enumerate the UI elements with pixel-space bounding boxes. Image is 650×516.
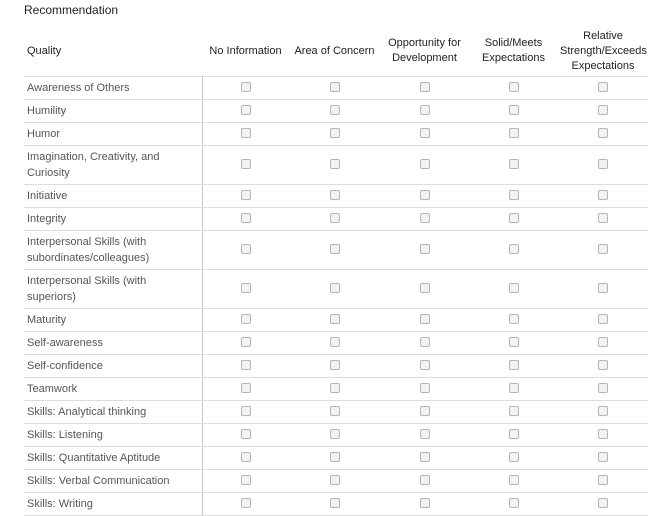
quality-label: Interpersonal Skills (with superiors): [24, 270, 202, 309]
checkbox-area-of-concern[interactable]: [330, 314, 340, 324]
checkbox-solid-meets-expectations[interactable]: [509, 128, 519, 138]
rating-cell: [558, 77, 648, 100]
rating-cell: [289, 424, 380, 447]
table-body: [24, 77, 648, 516]
checkbox-area-of-concern[interactable]: [330, 475, 340, 485]
column-header-quality: Quality: [27, 44, 62, 57]
checkbox-no-information[interactable]: [241, 383, 251, 393]
rating-cell: [558, 447, 648, 470]
rating-cell: [558, 401, 648, 424]
rating-cell: [202, 185, 289, 208]
rating-cell: [202, 146, 289, 185]
rating-cell: [202, 270, 289, 309]
table-row: [24, 378, 648, 401]
checkbox-relative-strength[interactable]: [598, 452, 608, 462]
column-header-relative-strength: Relative Strength/Exceeds Expectations: [560, 29, 647, 72]
rating-cell: [380, 270, 469, 309]
rating-cell: [380, 332, 469, 355]
checkbox-opportunity-for-development[interactable]: [420, 190, 430, 200]
rating-cell: [289, 208, 380, 231]
quality-label: Humor: [24, 123, 202, 146]
checkbox-area-of-concern[interactable]: [330, 360, 340, 370]
rating-cell: [380, 309, 469, 332]
quality-label: Initiative: [24, 185, 202, 208]
rating-cell: [289, 470, 380, 493]
checkbox-relative-strength[interactable]: [598, 244, 608, 254]
rating-cell: [380, 208, 469, 231]
checkbox-solid-meets-expectations[interactable]: [509, 383, 519, 393]
rating-cell: [380, 447, 469, 470]
rating-cell: [289, 123, 380, 146]
checkbox-no-information[interactable]: [241, 190, 251, 200]
table-row: [24, 309, 648, 332]
rating-cell: [202, 123, 289, 146]
checkbox-solid-meets-expectations[interactable]: [509, 283, 519, 293]
header-row: [24, 26, 648, 77]
table-row: [24, 332, 648, 355]
checkbox-solid-meets-expectations[interactable]: [509, 314, 519, 324]
rating-cell: [469, 123, 558, 146]
checkbox-no-information[interactable]: [241, 159, 251, 169]
rating-cell: [558, 146, 648, 185]
rating-cell: [469, 355, 558, 378]
table-row: [24, 185, 648, 208]
checkbox-opportunity-for-development[interactable]: [420, 213, 430, 223]
rating-cell: [380, 100, 469, 123]
checkbox-opportunity-for-development[interactable]: [420, 475, 430, 485]
rating-cell: [289, 332, 380, 355]
quality-label: Skills: Listening: [24, 424, 202, 447]
table-row: [24, 146, 648, 185]
rating-cell: [469, 231, 558, 270]
rating-cell: [202, 424, 289, 447]
checkbox-relative-strength[interactable]: [598, 475, 608, 485]
rating-cell: [558, 208, 648, 231]
rating-cell: [289, 493, 380, 516]
rating-cell: [558, 185, 648, 208]
rating-cell: [289, 309, 380, 332]
rating-cell: [558, 493, 648, 516]
checkbox-no-information[interactable]: [241, 360, 251, 370]
checkbox-relative-strength[interactable]: [598, 498, 608, 508]
quality-label: Teamwork: [24, 378, 202, 401]
column-header-solid-meets-expectations: Solid/Meets Expectations: [482, 37, 545, 64]
checkbox-solid-meets-expectations[interactable]: [509, 105, 519, 115]
rating-cell: [469, 401, 558, 424]
rating-cell: [202, 208, 289, 231]
rating-cell: [469, 332, 558, 355]
checkbox-solid-meets-expectations[interactable]: [509, 475, 519, 485]
checkbox-area-of-concern[interactable]: [330, 244, 340, 254]
checkbox-no-information[interactable]: [241, 128, 251, 138]
checkbox-opportunity-for-development[interactable]: [420, 337, 430, 347]
checkbox-relative-strength[interactable]: [598, 360, 608, 370]
rating-cell: [202, 77, 289, 100]
rating-cell: [380, 231, 469, 270]
rating-cell: [202, 332, 289, 355]
checkbox-area-of-concern[interactable]: [330, 213, 340, 223]
rating-cell: [202, 355, 289, 378]
table-row: [24, 470, 648, 493]
rating-cell: [469, 185, 558, 208]
table-row: [24, 208, 648, 231]
rating-cell: [289, 77, 380, 100]
rating-cell: [202, 231, 289, 270]
column-header-no-information: No Information: [209, 44, 282, 57]
rating-cell: [558, 332, 648, 355]
checkbox-relative-strength[interactable]: [598, 406, 608, 416]
checkbox-solid-meets-expectations[interactable]: [509, 82, 519, 92]
rating-cell: [289, 185, 380, 208]
table-row: [24, 231, 648, 270]
checkbox-solid-meets-expectations[interactable]: [509, 337, 519, 347]
rating-cell: [202, 401, 289, 424]
checkbox-solid-meets-expectations[interactable]: [509, 498, 519, 508]
checkbox-area-of-concern[interactable]: [330, 383, 340, 393]
checkbox-relative-strength[interactable]: [598, 190, 608, 200]
table-row: [24, 100, 648, 123]
checkbox-solid-meets-expectations[interactable]: [509, 190, 519, 200]
rating-cell: [289, 378, 380, 401]
rating-cell: [380, 123, 469, 146]
quality-label: Skills: Verbal Communication: [24, 470, 202, 493]
checkbox-relative-strength[interactable]: [598, 159, 608, 169]
checkbox-relative-strength[interactable]: [598, 105, 608, 115]
checkbox-area-of-concern[interactable]: [330, 337, 340, 347]
rating-cell: [380, 146, 469, 185]
checkbox-no-information[interactable]: [241, 429, 251, 439]
rating-cell: [289, 231, 380, 270]
rating-cell: [380, 185, 469, 208]
checkbox-opportunity-for-development[interactable]: [420, 82, 430, 92]
checkbox-opportunity-for-development[interactable]: [420, 128, 430, 138]
rating-cell: [558, 270, 648, 309]
checkbox-relative-strength[interactable]: [598, 283, 608, 293]
table-row: [24, 447, 648, 470]
rating-cell: [469, 424, 558, 447]
checkbox-no-information[interactable]: [241, 314, 251, 324]
table-row: [24, 270, 648, 309]
rating-cell: [380, 401, 469, 424]
checkbox-area-of-concern[interactable]: [330, 190, 340, 200]
rating-cell: [380, 355, 469, 378]
checkbox-relative-strength[interactable]: [598, 383, 608, 393]
rating-cell: [289, 355, 380, 378]
checkbox-area-of-concern[interactable]: [330, 452, 340, 462]
checkbox-solid-meets-expectations[interactable]: [509, 244, 519, 254]
rating-cell: [469, 146, 558, 185]
checkbox-solid-meets-expectations[interactable]: [509, 406, 519, 416]
checkbox-opportunity-for-development[interactable]: [420, 498, 430, 508]
table-row: [24, 401, 648, 424]
checkbox-area-of-concern[interactable]: [330, 128, 340, 138]
rating-cell: [289, 447, 380, 470]
quality-label: Imagination, Creativity, and Curiosity: [24, 146, 202, 185]
quality-label: Maturity: [24, 309, 202, 332]
quality-label: Awareness of Others: [24, 77, 202, 100]
checkbox-area-of-concern[interactable]: [330, 429, 340, 439]
table-row: [24, 424, 648, 447]
checkbox-opportunity-for-development[interactable]: [420, 105, 430, 115]
rating-cell: [558, 378, 648, 401]
rating-cell: [558, 309, 648, 332]
checkbox-no-information[interactable]: [241, 406, 251, 416]
rating-cell: [202, 493, 289, 516]
checkbox-opportunity-for-development[interactable]: [420, 244, 430, 254]
checkbox-opportunity-for-development[interactable]: [420, 360, 430, 370]
rating-cell: [380, 493, 469, 516]
section-title: Recommendation: [24, 3, 119, 17]
quality-label: Self-awareness: [24, 332, 202, 355]
checkbox-solid-meets-expectations[interactable]: [509, 213, 519, 223]
column-header-opportunity-for-development: Opportunity for Development: [388, 37, 461, 64]
checkbox-area-of-concern[interactable]: [330, 406, 340, 416]
checkbox-solid-meets-expectations[interactable]: [509, 452, 519, 462]
rating-cell: [558, 424, 648, 447]
checkbox-area-of-concern[interactable]: [330, 498, 340, 508]
rating-cell: [289, 270, 380, 309]
rating-cell: [289, 401, 380, 424]
checkbox-no-information[interactable]: [241, 475, 251, 485]
column-header-area-of-concern: Area of Concern: [294, 44, 375, 57]
checkbox-no-information[interactable]: [241, 337, 251, 347]
checkbox-relative-strength[interactable]: [598, 429, 608, 439]
quality-label: Humility: [24, 100, 202, 123]
table-row: [24, 123, 648, 146]
rating-cell: [558, 231, 648, 270]
rating-cell: [469, 309, 558, 332]
checkbox-solid-meets-expectations[interactable]: [509, 360, 519, 370]
checkbox-solid-meets-expectations[interactable]: [509, 429, 519, 439]
rating-cell: [202, 470, 289, 493]
rating-cell: [558, 100, 648, 123]
checkbox-no-information[interactable]: [241, 283, 251, 293]
checkbox-opportunity-for-development[interactable]: [420, 383, 430, 393]
rating-cell: [202, 100, 289, 123]
checkbox-solid-meets-expectations[interactable]: [509, 159, 519, 169]
rating-cell: [558, 123, 648, 146]
checkbox-relative-strength[interactable]: [598, 337, 608, 347]
table-row: [24, 355, 648, 378]
rating-cell: [202, 447, 289, 470]
checkbox-relative-strength[interactable]: [598, 213, 608, 223]
quality-label: Skills: Analytical thinking: [24, 401, 202, 424]
table-row: [24, 493, 648, 516]
quality-label: Interpersonal Skills (with subordinates/colleagues): [24, 231, 202, 270]
quality-label: Integrity: [24, 208, 202, 231]
checkbox-area-of-concern[interactable]: [330, 82, 340, 92]
rating-cell: [469, 493, 558, 516]
rating-cell: [380, 424, 469, 447]
checkbox-area-of-concern[interactable]: [330, 159, 340, 169]
checkbox-opportunity-for-development[interactable]: [420, 283, 430, 293]
rating-cell: [469, 77, 558, 100]
checkbox-relative-strength[interactable]: [598, 128, 608, 138]
checkbox-no-information[interactable]: [241, 213, 251, 223]
rating-cell: [469, 100, 558, 123]
rating-cell: [380, 470, 469, 493]
checkbox-no-information[interactable]: [241, 452, 251, 462]
checkbox-relative-strength[interactable]: [598, 82, 608, 92]
quality-label: Skills: Writing: [24, 493, 202, 516]
rating-cell: [202, 378, 289, 401]
checkbox-opportunity-for-development[interactable]: [420, 159, 430, 169]
rating-cell: [380, 77, 469, 100]
rating-cell: [469, 208, 558, 231]
quality-label: Skills: Quantitative Aptitude: [24, 447, 202, 470]
checkbox-opportunity-for-development[interactable]: [420, 452, 430, 462]
checkbox-no-information[interactable]: [241, 498, 251, 508]
quality-label: Self-confidence: [24, 355, 202, 378]
checkbox-no-information[interactable]: [241, 105, 251, 115]
rating-cell: [380, 378, 469, 401]
rating-cell: [469, 270, 558, 309]
checkbox-opportunity-for-development[interactable]: [420, 314, 430, 324]
rating-cell: [558, 355, 648, 378]
rating-cell: [289, 100, 380, 123]
checkbox-opportunity-for-development[interactable]: [420, 429, 430, 439]
rating-cell: [469, 447, 558, 470]
checkbox-relative-strength[interactable]: [598, 314, 608, 324]
checkbox-area-of-concern[interactable]: [330, 283, 340, 293]
rating-cell: [469, 470, 558, 493]
rating-cell: [469, 378, 558, 401]
table-row: [24, 77, 648, 100]
checkbox-area-of-concern[interactable]: [330, 105, 340, 115]
rating-cell: [289, 146, 380, 185]
rating-cell: [558, 470, 648, 493]
recommendation-table: [24, 26, 648, 516]
checkbox-no-information[interactable]: [241, 244, 251, 254]
checkbox-no-information[interactable]: [241, 82, 251, 92]
rating-cell: [202, 309, 289, 332]
checkbox-opportunity-for-development[interactable]: [420, 406, 430, 416]
